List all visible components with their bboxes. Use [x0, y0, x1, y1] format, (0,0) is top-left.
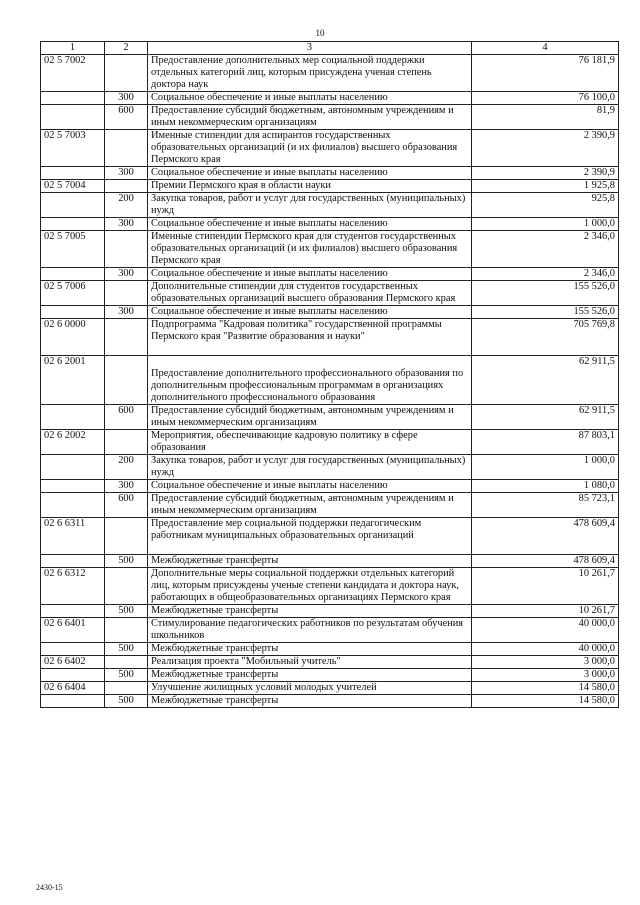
row-expense-type-cell: 500	[105, 669, 148, 682]
row-code-cell: 02 6 2002	[41, 430, 105, 455]
row-code-cell: 02 5 7006	[41, 281, 105, 306]
table-row	[41, 167, 619, 180]
row-amount-cell: 76 181,9	[472, 55, 619, 92]
row-amount-cell: 81,9	[472, 105, 619, 130]
row-expense-type-cell: 200	[105, 455, 148, 480]
row-expense-type-cell	[105, 55, 148, 92]
row-amount-cell: 155 526,0	[472, 306, 619, 319]
row-expense-type-cell	[105, 130, 148, 167]
row-name-cell: Межбюджетные трансферты	[148, 605, 472, 618]
row-expense-type-cell: 500	[105, 695, 148, 708]
table-header-row	[41, 42, 619, 55]
row-name-cell: Именные стипендии для аспирантов государственных образовательных организаций (и их филиалов) высшего образования Пермского края	[148, 130, 472, 167]
column-header-2: 2	[105, 42, 148, 55]
row-amount-cell: 10 261,7	[472, 605, 619, 618]
row-amount-cell: 40 000,0	[472, 618, 619, 643]
table-row	[41, 92, 619, 105]
row-code-cell: 02 5 7004	[41, 180, 105, 193]
table-row	[41, 306, 619, 319]
table-row	[41, 356, 619, 405]
row-name-cell: Межбюджетные трансферты	[148, 695, 472, 708]
row-name-cell: Социальное обеспечение и иные выплаты населению	[148, 268, 472, 281]
row-amount-cell: 14 580,0	[472, 682, 619, 695]
row-amount-cell: 2 346,0	[472, 231, 619, 268]
row-name-cell: Предоставление субсидий бюджетным, автономным учреждениям и иным некоммерческим организациям	[148, 493, 472, 518]
row-name-cell: Мероприятия, обеспечивающие кадровую политику в сфере образования	[148, 430, 472, 455]
table-row	[41, 643, 619, 656]
row-amount-cell: 62 911,5	[472, 405, 619, 430]
table-row	[41, 493, 619, 518]
table-row	[41, 682, 619, 695]
row-amount-cell: 10 261,7	[472, 568, 619, 605]
row-name-cell: Стимулирование педагогических работников по результатам обучения школьников	[148, 618, 472, 643]
row-amount-cell: 40 000,0	[472, 643, 619, 656]
row-expense-type-cell: 300	[105, 268, 148, 281]
row-amount-cell: 1 925,8	[472, 180, 619, 193]
row-expense-type-cell: 300	[105, 167, 148, 180]
row-amount-cell: 85 723,1	[472, 493, 619, 518]
table-row	[41, 605, 619, 618]
row-code-cell	[41, 695, 105, 708]
row-amount-cell: 2 346,0	[472, 268, 619, 281]
row-expense-type-cell: 600	[105, 105, 148, 130]
row-amount-cell: 2 390,9	[472, 130, 619, 167]
budget-table	[40, 41, 619, 708]
row-name-cell: Социальное обеспечение и иные выплаты населению	[148, 167, 472, 180]
row-expense-type-cell: 300	[105, 480, 148, 493]
row-expense-type-cell	[105, 180, 148, 193]
row-name-cell: Предоставление дополнительных мер социальной поддержки отдельных категорий лиц, которым присуждена ученая степень доктора наук	[148, 55, 472, 92]
row-expense-type-cell: 600	[105, 405, 148, 430]
table-row	[41, 281, 619, 306]
table-row	[41, 218, 619, 231]
row-code-cell	[41, 643, 105, 656]
row-code-cell	[41, 405, 105, 430]
row-amount-cell: 62 911,5	[472, 356, 619, 405]
table-row	[41, 555, 619, 568]
column-header-1: 1	[41, 42, 105, 55]
row-name-cell: Социальное обеспечение и иные выплаты населению	[148, 306, 472, 319]
table-row	[41, 180, 619, 193]
table-row	[41, 430, 619, 455]
row-amount-cell: 705 769,8	[472, 319, 619, 356]
row-name-cell: Подпрограмма "Кадровая политика" государственной программы Пермского края "Развитие образования и науки"	[148, 319, 472, 356]
row-code-cell: 02 6 6402	[41, 656, 105, 669]
row-code-cell: 02 6 6404	[41, 682, 105, 695]
row-name-cell: Улучшение жилищных условий молодых учителей	[148, 682, 472, 695]
row-code-cell	[41, 105, 105, 130]
row-code-cell	[41, 455, 105, 480]
page-number: 10	[315, 28, 325, 38]
document-code: 2430-15	[36, 883, 63, 892]
row-expense-type-cell	[105, 356, 148, 405]
table-row	[41, 268, 619, 281]
table-row	[41, 518, 619, 555]
row-expense-type-cell	[105, 281, 148, 306]
row-expense-type-cell: 600	[105, 493, 148, 518]
row-code-cell	[41, 493, 105, 518]
row-name-cell: Дополнительные меры социальной поддержки отдельных категорий лиц, которым присуждены ученые степени кандидата и доктора наук, работающих в общеобразовательных организациях Пермского края	[148, 568, 472, 605]
row-code-cell	[41, 306, 105, 319]
row-amount-cell: 2 390,9	[472, 167, 619, 180]
table-row	[41, 656, 619, 669]
row-amount-cell: 478 609,4	[472, 518, 619, 555]
table-row	[41, 55, 619, 92]
row-code-cell: 02 6 6312	[41, 568, 105, 605]
table-row	[41, 405, 619, 430]
row-expense-type-cell	[105, 618, 148, 643]
row-code-cell: 02 5 7002	[41, 55, 105, 92]
row-amount-cell: 3 000,0	[472, 669, 619, 682]
row-code-cell	[41, 555, 105, 568]
row-expense-type-cell: 500	[105, 555, 148, 568]
row-amount-cell: 3 000,0	[472, 656, 619, 669]
row-name-cell: Реализация проекта "Мобильный учитель"	[148, 656, 472, 669]
row-expense-type-cell	[105, 518, 148, 555]
row-name-cell: Закупка товаров, работ и услуг для государственных (муниципальных) нужд	[148, 193, 472, 218]
row-code-cell	[41, 605, 105, 618]
row-code-cell: 02 6 6401	[41, 618, 105, 643]
row-code-cell: 02 6 2001	[41, 356, 105, 405]
row-expense-type-cell: 500	[105, 605, 148, 618]
row-amount-cell: 925,8	[472, 193, 619, 218]
table-body	[41, 55, 619, 708]
table-row	[41, 130, 619, 167]
row-name-cell: Межбюджетные трансферты	[148, 555, 472, 568]
row-name-cell: Межбюджетные трансферты	[148, 669, 472, 682]
row-code-cell	[41, 193, 105, 218]
row-name-cell: Предоставление мер социальной поддержки педагогическим работникам муниципальных образовательных организаций	[148, 518, 472, 555]
row-expense-type-cell: 300	[105, 306, 148, 319]
row-code-cell	[41, 167, 105, 180]
table-row	[41, 231, 619, 268]
column-header-3: 3	[148, 42, 472, 55]
table-row	[41, 568, 619, 605]
row-amount-cell: 1 000,0	[472, 218, 619, 231]
row-code-cell: 02 5 7003	[41, 130, 105, 167]
row-code-cell	[41, 268, 105, 281]
row-amount-cell: 1 000,0	[472, 455, 619, 480]
row-name-cell: Социальное обеспечение и иные выплаты населению	[148, 92, 472, 105]
row-name-cell: Премии Пермского края в области науки	[148, 180, 472, 193]
row-name-cell: Межбюджетные трансферты	[148, 643, 472, 656]
table-row	[41, 105, 619, 130]
row-code-cell	[41, 218, 105, 231]
table-row	[41, 319, 619, 356]
row-expense-type-cell	[105, 231, 148, 268]
table-row	[41, 695, 619, 708]
row-amount-cell: 87 803,1	[472, 430, 619, 455]
row-name-cell: Предоставление субсидий бюджетным, автономным учреждениям и иным некоммерческим организациям	[148, 405, 472, 430]
row-expense-type-cell: 300	[105, 92, 148, 105]
row-name-cell: Именные стипендии Пермского края для студентов государственных образовательных организаций (и их филиалов) высшего образования Пермского края	[148, 231, 472, 268]
row-amount-cell: 155 526,0	[472, 281, 619, 306]
row-expense-type-cell: 500	[105, 643, 148, 656]
row-code-cell	[41, 669, 105, 682]
row-code-cell: 02 5 7005	[41, 231, 105, 268]
row-expense-type-cell	[105, 656, 148, 669]
row-amount-cell: 76 100,0	[472, 92, 619, 105]
row-amount-cell: 1 080,0	[472, 480, 619, 493]
table-row	[41, 618, 619, 643]
row-name-cell: Предоставление субсидий бюджетным, автономным учреждениям и иным некоммерческим организациям	[148, 105, 472, 130]
row-expense-type-cell	[105, 568, 148, 605]
row-amount-cell: 478 609,4	[472, 555, 619, 568]
row-expense-type-cell	[105, 319, 148, 356]
row-code-cell	[41, 92, 105, 105]
row-name-cell: Социальное обеспечение и иные выплаты населению	[148, 480, 472, 493]
row-expense-type-cell: 300	[105, 218, 148, 231]
column-header-4: 4	[472, 42, 619, 55]
row-code-cell: 02 6 6311	[41, 518, 105, 555]
table-row	[41, 193, 619, 218]
row-expense-type-cell	[105, 430, 148, 455]
table-row	[41, 455, 619, 480]
row-name-cell: Дополнительные стипендии для студентов государственных образовательных организаций высшего образования Пермского края	[148, 281, 472, 306]
row-expense-type-cell: 200	[105, 193, 148, 218]
table-row	[41, 480, 619, 493]
row-name-cell: Закупка товаров, работ и услуг для государственных (муниципальных) нужд	[148, 455, 472, 480]
row-code-cell: 02 6 0000	[41, 319, 105, 356]
row-name-cell: Предоставление дополнительного профессионального образования по дополнительным профессиональным программам в организациях дополнительного профессионального образования	[148, 356, 472, 405]
row-expense-type-cell	[105, 682, 148, 695]
table-row	[41, 669, 619, 682]
row-name-cell: Социальное обеспечение и иные выплаты населению	[148, 218, 472, 231]
row-code-cell	[41, 480, 105, 493]
row-amount-cell: 14 580,0	[472, 695, 619, 708]
